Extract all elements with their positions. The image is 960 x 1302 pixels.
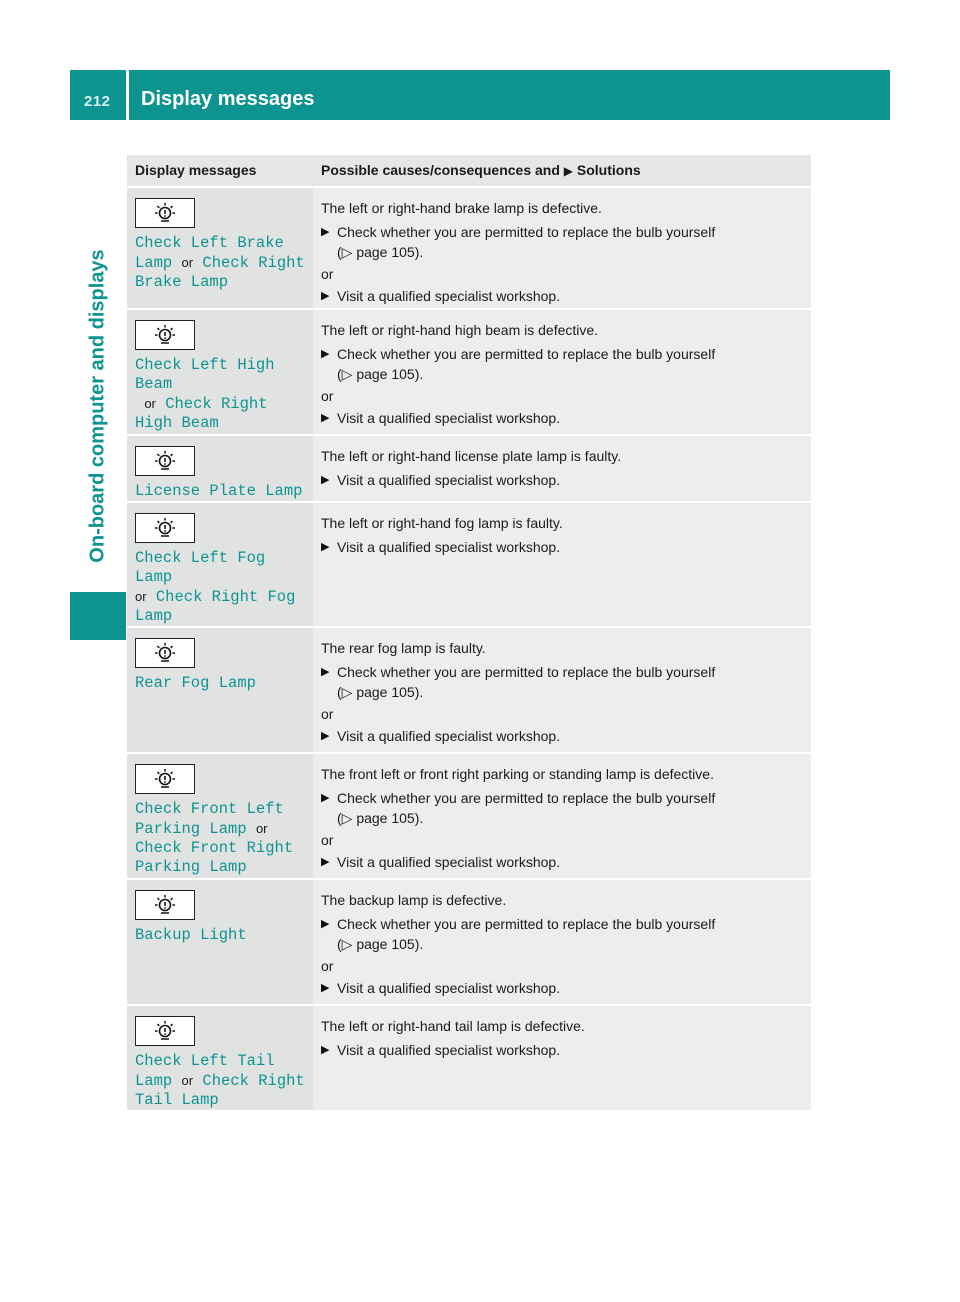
solution-step <box>321 470 803 490</box>
column-header-solutions <box>313 155 811 187</box>
or-word: or <box>181 255 194 270</box>
message-code: Check Front Left <box>135 800 284 818</box>
bulb-warning-icon <box>135 513 195 543</box>
message-code: Tail Lamp <box>135 1091 219 1109</box>
solution-step <box>321 914 803 934</box>
column-header-label: Display messages <box>135 162 257 178</box>
message-code: Check Left Tail <box>135 1052 275 1070</box>
cause-text: The rear fog lamp is faulty. <box>321 640 486 656</box>
message-code: Check Front Right <box>135 839 294 857</box>
message-code: Lamp <box>135 254 173 272</box>
step-arrow-icon: ▶ <box>321 982 330 994</box>
message-code: High Beam <box>135 414 219 432</box>
message-code: Parking Lamp <box>135 858 247 876</box>
bulb-warning-icon <box>135 320 195 350</box>
message-code: Check Right <box>202 1072 305 1090</box>
step-text: Visit a qualified specialist workshop. <box>337 980 561 996</box>
cause-text: The backup lamp is defective. <box>321 892 507 908</box>
message-code: License Plate Lamp <box>135 482 303 500</box>
solution-cell <box>313 627 811 753</box>
bulb-warning-icon <box>135 1016 195 1046</box>
step-arrow-icon: ▶ <box>321 290 330 302</box>
step-text: Visit a qualified specialist workshop. <box>337 854 561 870</box>
page-title: Display messages <box>141 88 315 110</box>
or-word: or <box>321 706 334 722</box>
bulb-warning-icon <box>135 890 195 920</box>
message-code: Check Left High Beam <box>135 356 275 393</box>
message-cell <box>127 502 313 627</box>
solution-step <box>321 222 803 242</box>
table-row <box>127 187 811 309</box>
message-cell <box>127 627 313 753</box>
or-word: or <box>321 388 334 404</box>
solution-step <box>321 662 803 682</box>
or-word: or <box>135 589 147 604</box>
bulb-warning-icon <box>135 638 195 668</box>
step-text: Visit a qualified specialist workshop. <box>337 472 561 488</box>
step-text: Check whether you are permitted to replace the bulb yourself <box>337 664 716 680</box>
message-cell <box>127 753 313 879</box>
message-cell <box>127 309 313 435</box>
step-arrow-icon: ▶ <box>321 918 330 930</box>
table-header-row <box>127 155 811 187</box>
table-row <box>127 435 811 502</box>
message-code: Backup Light <box>135 926 247 944</box>
solution-step <box>321 1040 803 1060</box>
step-text: Check whether you are permitted to replace the bulb yourself <box>337 790 716 806</box>
solution-cell <box>313 1005 811 1111</box>
bulb-warning-icon <box>135 198 195 228</box>
solution-step <box>321 978 803 998</box>
solution-step <box>321 408 803 428</box>
page-reference-link[interactable]: (▷ page 105). <box>337 936 424 952</box>
page-number: 212 <box>84 93 111 110</box>
message-code: Lamp <box>135 1072 173 1090</box>
message-code: Rear Fog Lamp <box>135 674 256 692</box>
step-text: Visit a qualified specialist workshop. <box>337 288 561 304</box>
step-arrow-icon: ▶ <box>321 666 330 678</box>
solution-cell <box>313 309 811 435</box>
solution-cell <box>313 502 811 627</box>
message-cell <box>127 435 313 502</box>
table-row <box>127 309 811 435</box>
header-divider <box>126 70 129 120</box>
solution-step <box>321 537 803 557</box>
cause-text: The front left or front right parking or standing lamp is defective. <box>321 766 714 782</box>
table-row <box>127 502 811 627</box>
or-word: or <box>144 396 156 411</box>
step-arrow-icon: ▶ <box>321 1044 330 1056</box>
cause-text: The left or right-hand tail lamp is defective. <box>321 1018 585 1034</box>
page-reference-link[interactable]: (▷ page 105). <box>337 810 424 826</box>
step-arrow-icon: ▶ <box>321 412 330 424</box>
step-text: Visit a qualified specialist workshop. <box>337 539 561 555</box>
message-code: Check Left Fog Lamp <box>135 549 266 586</box>
display-messages-table <box>127 155 811 1112</box>
message-code: Parking Lamp <box>135 820 247 838</box>
column-header-label: Solutions <box>576 162 641 178</box>
cause-text: The left or right-hand brake lamp is defective. <box>321 200 602 216</box>
step-text: Check whether you are permitted to replace the bulb yourself <box>337 916 716 932</box>
step-text: Check whether you are permitted to replace the bulb yourself <box>337 224 716 240</box>
message-code: Lamp <box>135 607 173 625</box>
step-arrow-icon: ▶ <box>321 730 330 742</box>
message-cell <box>127 879 313 1005</box>
step-text: Visit a qualified specialist workshop. <box>337 728 561 744</box>
message-code: Check Right <box>165 395 268 413</box>
table-row <box>127 753 811 879</box>
or-word: or <box>321 832 334 848</box>
solution-arrow-icon: ▶ <box>563 164 574 178</box>
message-code: Check Right <box>202 254 305 272</box>
message-code: Check Left Brake <box>135 234 284 252</box>
step-text: Check whether you are permitted to replace the bulb yourself <box>337 346 716 362</box>
table-row <box>127 627 811 753</box>
step-arrow-icon: ▶ <box>321 226 330 238</box>
solution-cell <box>313 879 811 1005</box>
solution-step <box>321 286 803 306</box>
solution-step <box>321 726 803 746</box>
solution-cell <box>313 435 811 502</box>
message-cell <box>127 187 313 309</box>
solution-cell <box>313 753 811 879</box>
or-word: or <box>255 821 268 836</box>
or-word: or <box>321 958 334 974</box>
page-reference-link[interactable]: (▷ page 105). <box>337 366 424 382</box>
step-arrow-icon: ▶ <box>321 541 330 553</box>
cause-text: The left or right-hand high beam is defective. <box>321 322 599 338</box>
message-cell <box>127 1005 313 1111</box>
table-row <box>127 879 811 1005</box>
chapter-side-tab-label: On-board computer and displays <box>86 249 109 563</box>
solution-cell <box>313 187 811 309</box>
solution-step <box>321 852 803 872</box>
message-code: Check Right Fog <box>155 588 296 606</box>
step-arrow-icon: ▶ <box>321 474 330 486</box>
solution-step <box>321 788 803 808</box>
chapter-side-tab-marker <box>70 592 126 640</box>
step-text: Visit a qualified specialist workshop. <box>337 410 561 426</box>
cause-text: The left or right-hand fog lamp is faulty. <box>321 515 563 531</box>
page-reference-link[interactable]: (▷ page 105). <box>337 244 424 260</box>
step-arrow-icon: ▶ <box>321 856 330 868</box>
bulb-warning-icon <box>135 446 195 476</box>
step-arrow-icon: ▶ <box>321 348 330 360</box>
step-arrow-icon: ▶ <box>321 792 330 804</box>
page-reference-link[interactable]: (▷ page 105). <box>337 684 424 700</box>
cause-text: The left or right-hand license plate lamp is faulty. <box>321 448 622 464</box>
table-row <box>127 1005 811 1111</box>
message-code: Brake Lamp <box>135 273 229 291</box>
solution-step <box>321 344 803 364</box>
column-header-display-messages <box>127 155 313 187</box>
or-word: or <box>181 1073 194 1088</box>
or-word: or <box>321 266 334 282</box>
bulb-warning-icon <box>135 764 195 794</box>
step-text: Visit a qualified specialist workshop. <box>337 1042 561 1058</box>
column-header-label: Possible causes/consequences and <box>321 162 560 178</box>
